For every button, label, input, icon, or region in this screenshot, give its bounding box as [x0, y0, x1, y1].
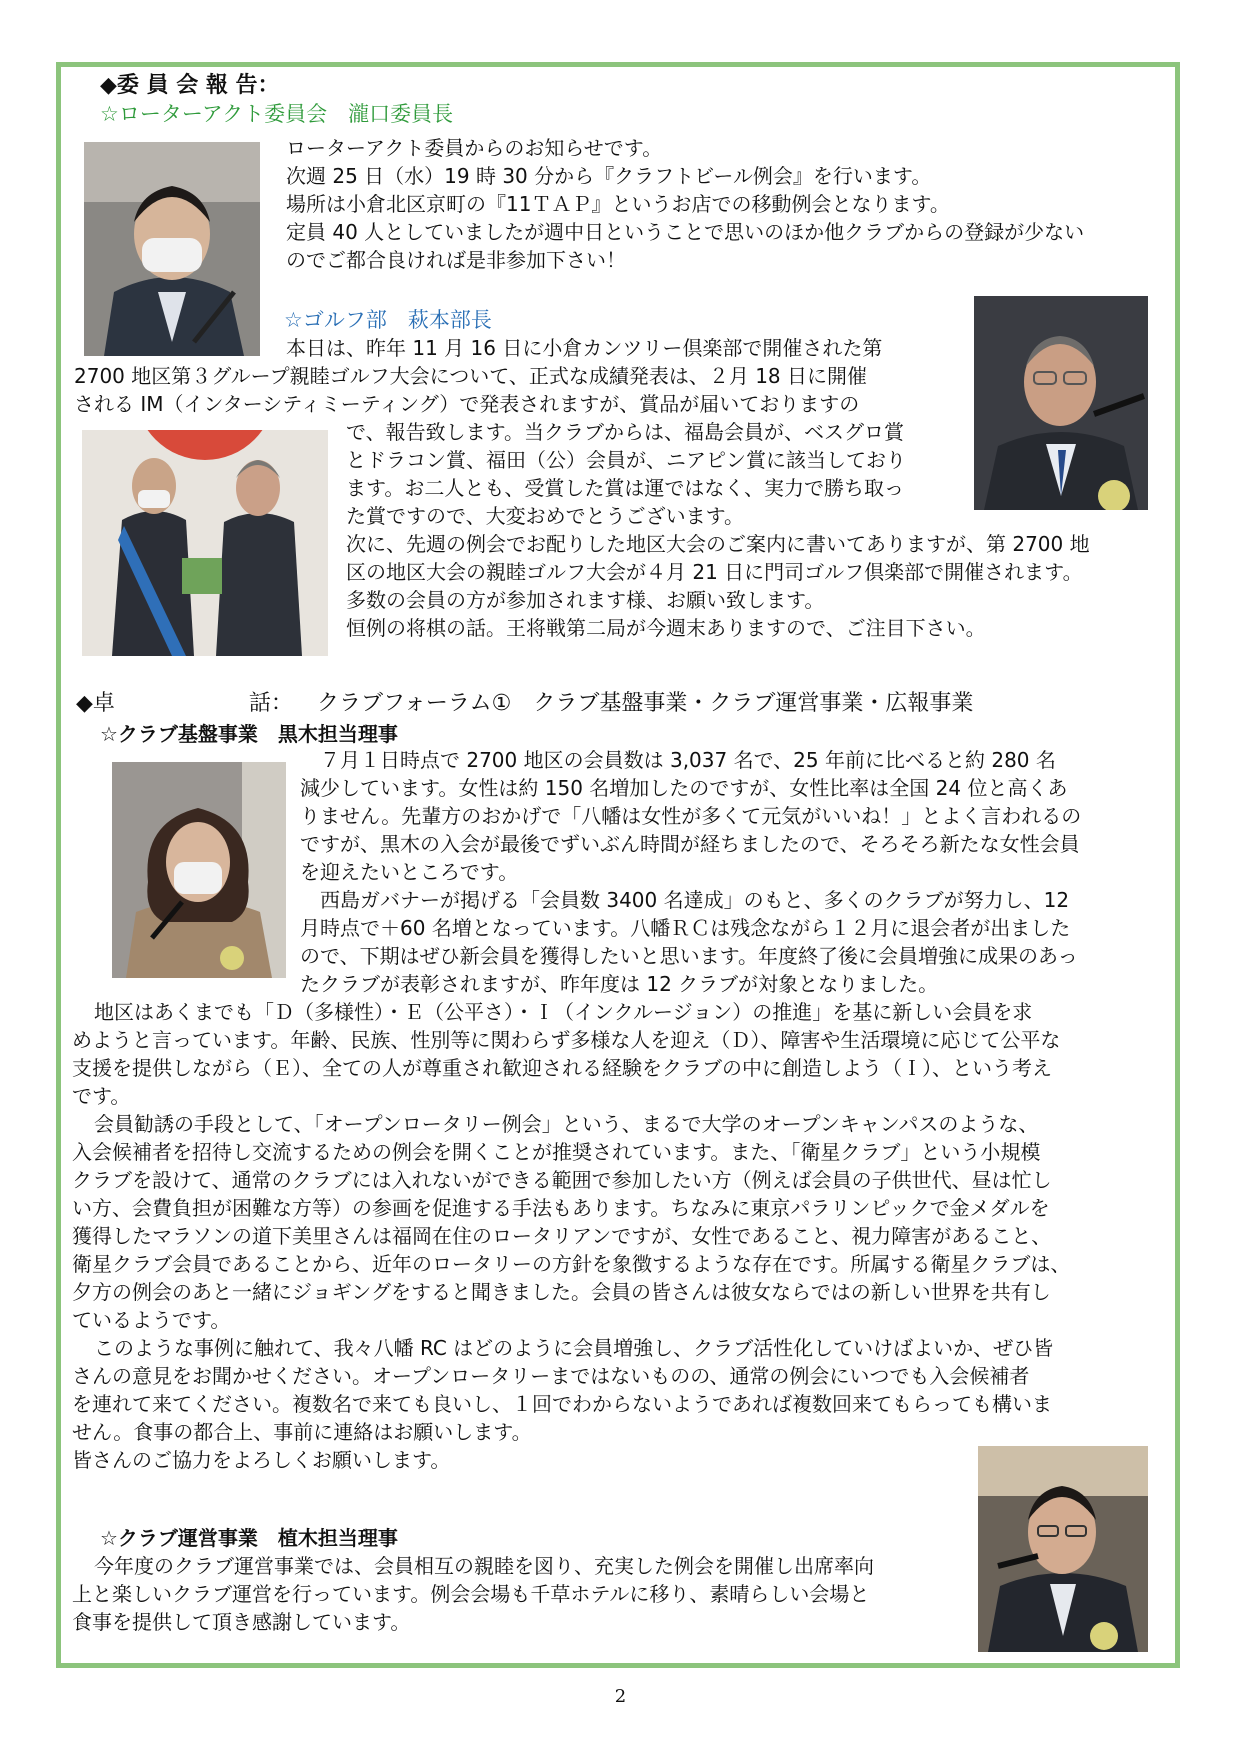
golf-line: 多数の会員の方が参加されます様、お願い致します。 [346, 588, 825, 612]
golf-line: 本日は、昨年 11 月 16 日に小倉カンツリー倶楽部で開催された第 [286, 336, 883, 360]
kiban-line: たクラブが表彰されますが、昨年度は 12 クラブが対象となりました。 [300, 972, 939, 996]
kiban-line: ているようです。 [72, 1308, 231, 1332]
page-number: 2 [614, 1686, 627, 1707]
golf-line: 次に、先週の例会でお配りした地区大会のご案内に書いてありますが、第 2700 地 [346, 532, 1090, 556]
unei-title: ☆クラブ運営事業 植木担当理事 [100, 1526, 398, 1550]
kiban-speaker-photo [112, 762, 286, 978]
kiban-line: を迎えたいところです。 [300, 860, 519, 884]
kiban-line: です。 [72, 1084, 131, 1108]
kiban-line: 皆さんのご協力をよろしくお願いします。 [72, 1448, 451, 1472]
golf-award-photo [82, 430, 328, 656]
kiban-line: クラブを設けて、通常のクラブには入れないができる範囲で参加したい方（例えば会員の子供世代、昼は忙し [72, 1168, 1052, 1192]
golf-line: 恒例の将棋の話。王将戦第二局が今週末ありますので、ご注目下さい。 [346, 616, 986, 640]
golf-intro [286, 334, 882, 362]
kiban-line: せん。食事の都合上、事前に連絡はお願いします。 [72, 1420, 532, 1444]
kiban-line: 減少しています。女性は約 150 名増加したのですが、女性比率は全国 24 位と高くあ [300, 776, 1068, 800]
unei-body [72, 1552, 874, 1636]
golf-mid [346, 418, 1090, 642]
rotaract-speaker-photo [84, 142, 260, 356]
unei-line: 今年度のクラブ運営事業では、会員相互の親睦を図り、充実した例会を開催し出席率向 [94, 1554, 874, 1578]
talk-mark: ◆卓 [76, 691, 115, 716]
unei-speaker-photo [978, 1446, 1148, 1652]
rotaract-line: のでご都合良ければ是非参加下さい！ [286, 248, 626, 272]
unei-line: 上と楽しいクラブ運営を行っています。例会会場も千草ホテルに移り、素晴らしい会場と [72, 1582, 870, 1606]
kiban-line: さんの意見をお聞かせください。オープンロータリーまではないものの、通常の例会にいつでも入会候補者 [72, 1364, 1030, 1388]
rotaract-body [286, 134, 1084, 274]
kiban-side-text [300, 746, 1160, 998]
golf-line: 2700 地区第３グループ親睦ゴルフ大会について、正式な成績発表は、２月 18 日に開催 [74, 364, 868, 388]
kiban-line: い方、会費負担が困難な方等）の参画を促進する手法もあります。ちなみに東京パラリンピックで金メダルを [72, 1196, 1050, 1220]
kiban-line: 衛星クラブ会員であることから、近年のロータリーの方針を象徴するような存在です。所属する衛星クラブは、 [72, 1252, 1071, 1276]
golf-line: た賞ですので、大変おめでとうございます。 [346, 504, 744, 528]
kiban-line: 入会候補者を招待し交流するための例会を開くことが推奨されています。また、「衛星クラブ」という小規模 [72, 1140, 1041, 1164]
kiban-line: ので、下期はぜひ新会員を獲得したいと思います。年度終了後に会員増強に成果のあっ [300, 944, 1078, 968]
rotaract-line: 場所は小倉北区京町の『11ＴＡＰ』というお店での移動例会となります。 [286, 192, 950, 216]
kiban-title: ☆クラブ基盤事業 黒木担当理事 [100, 722, 398, 746]
talk-topic: クラブフォーラム① クラブ基盤事業・クラブ運営事業・広報事業 [316, 691, 974, 716]
golf-line: で、報告致します。当クラブからは、福島会員が、ベスグロ賞 [346, 420, 904, 444]
talk-label: 話： [248, 691, 293, 716]
rotaract-line: ローターアクト委員からのお知らせです。 [286, 136, 663, 160]
kiban-line: 夕方の例会のあと一緒にジョギングをすると聞きました。会員の皆さんは彼女ならではの新しい世界を共有し [72, 1280, 1051, 1304]
rotaract-line: 定員 40 人としていましたが週中日ということで思いのほか他クラブからの登録が少ない [286, 220, 1085, 244]
kiban-line: 月時点で＋60 名増となっています。八幡ＲＣは残念ながら１２月に退会者が出ました [300, 916, 1071, 940]
golf-line: 区の地区大会の親睦ゴルフ大会が４月 21 日に門司ゴルフ倶楽部で開催されます。 [346, 560, 1083, 584]
unei-line: 食事を提供して頂き感謝しています。 [72, 1610, 411, 1634]
talk-heading [76, 690, 973, 718]
golf-line: ます。お二人とも、受賞した賞は運ではなく、実力で勝ち取っ [346, 476, 904, 500]
rotaract-title: ☆ローターアクト委員会 瀧口委員長 [100, 102, 454, 126]
golf-title: ☆ゴルフ部 萩本部長 [284, 308, 492, 332]
kiban-line: ７月１日時点で 2700 地区の会員数は 3,037 名で、25 年前に比べると約 280 名 [320, 748, 1056, 772]
kiban-line: このような事例に触れて、我々八幡 RC はどのように会員増強し、クラブ活性化していけばよいか、ぜひ皆 [94, 1336, 1054, 1360]
golf-line: とドラコン賞、福田（公）会員が、ニアピン賞に該当しており [346, 448, 906, 472]
kiban-line: りません。先輩方のおかげで「八幡は女性が多くて元気がいいね！」とよく言われるの [300, 804, 1082, 828]
golf-line: される IM（インターシティミーティング）で発表されますが、賞品が届いておりますの [74, 392, 860, 416]
kiban-line: を連れて来てください。複数名で来ても良いし、１回でわからないようであれば複数回来てもらっても構いま [72, 1392, 1052, 1416]
kiban-line: めようと言っています。年齢、民族、性別等に関わらず多様な人を迎え（Ｄ）、障害や生活環境に応じて公平な [72, 1028, 1061, 1052]
kiban-line: 会員勧誘の手段として、「オープンロータリー例会」という、まるで大学のオープンキャンパスのような、 [94, 1112, 1039, 1136]
kiban-line: 支援を提供しながら（Ｅ）、全ての人が尊重され歓迎される経験をクラブの中に創造しよう（Ｉ）、という考え [72, 1056, 1052, 1080]
rotaract-line: 次週 25 日（水）19 時 30 分から『クラフトビール例会』を行います。 [286, 164, 932, 188]
golf-wide [74, 362, 867, 418]
committee-report-heading: ◆委 員 会 報 告： [100, 73, 280, 98]
kiban-line: 獲得したマラソンの道下美里さんは福岡在住のロータリアンですが、女性であること、視力障害があること、 [72, 1224, 1052, 1248]
kiban-line: 地区はあくまでも「Ｄ（多様性）・Ｅ（公平さ）・Ｉ（インクルージョン）の推進」を基に新しい会員を求 [94, 1000, 1033, 1024]
kiban-line: ですが、黒木の入会が最後でずいぶん時間が経ちましたので、そろそろ新たな女性会員 [300, 832, 1080, 856]
kiban-line: 西島ガバナーが掲げる「会員数 3400 名達成」のもと、多くのクラブが努力し、12 [320, 888, 1070, 912]
kiban-full-text [72, 998, 1070, 1474]
